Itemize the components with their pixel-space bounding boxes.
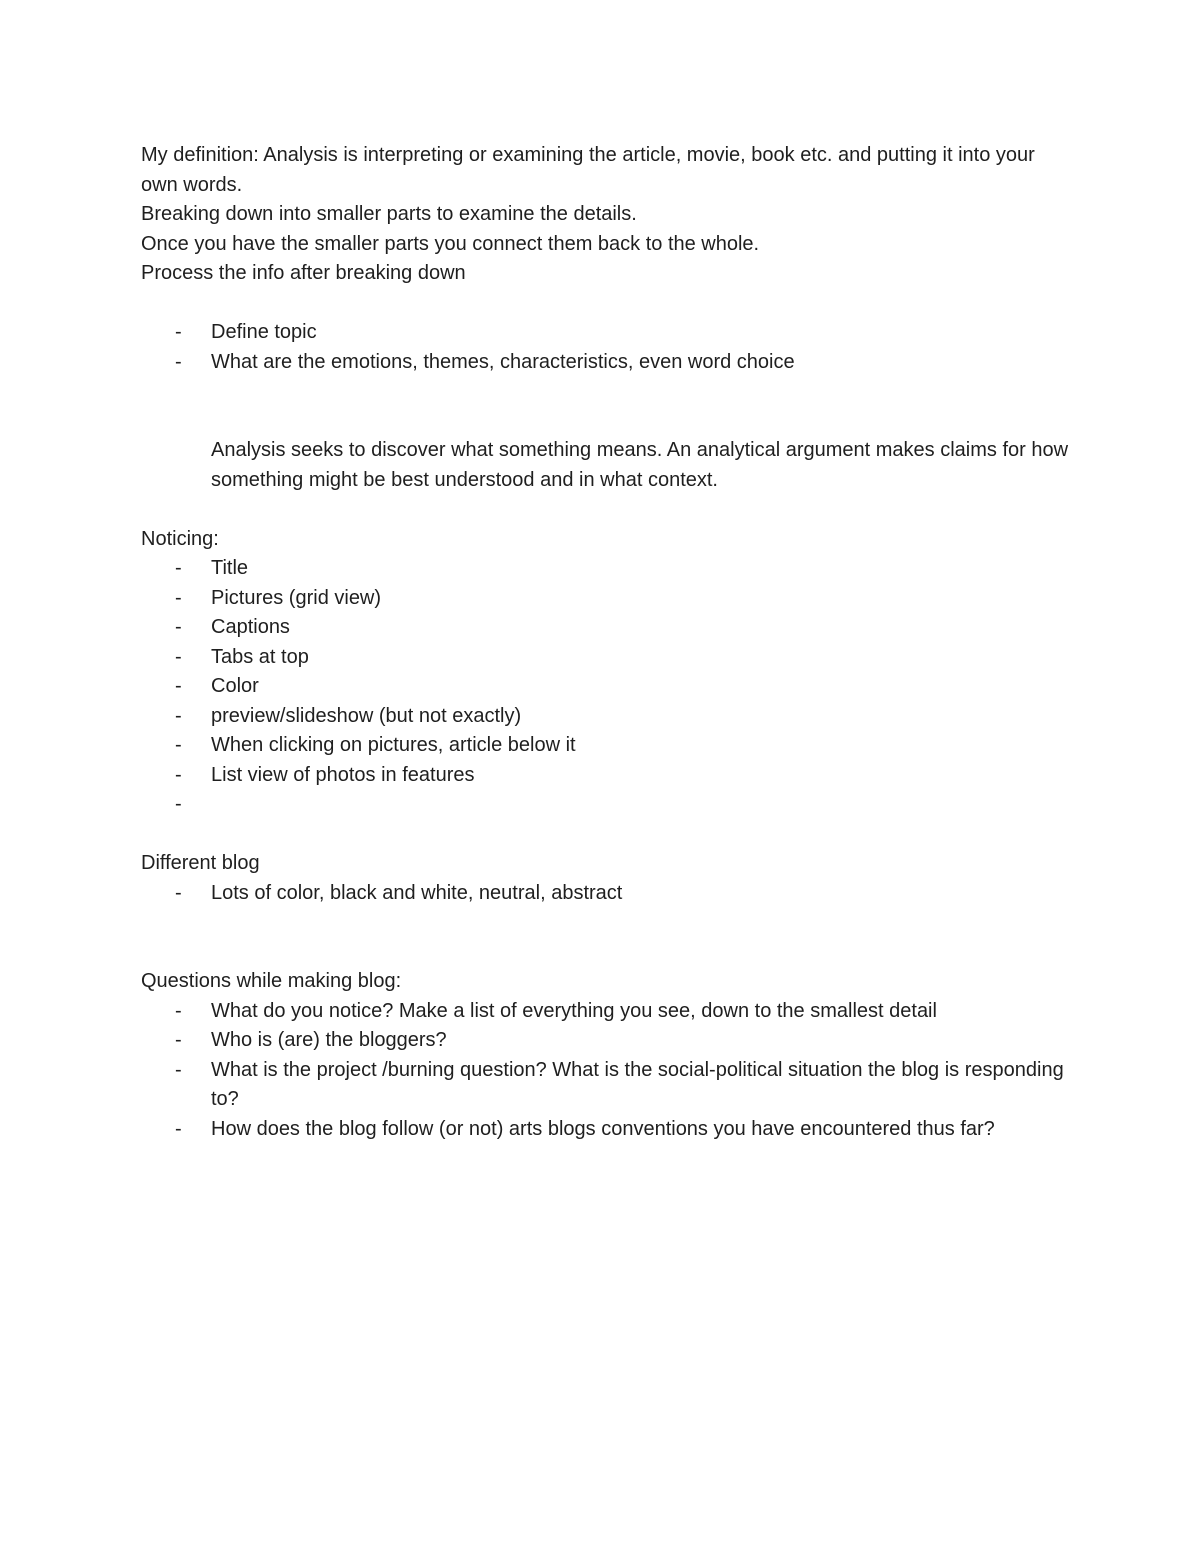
list-item: - preview/slideshow (but not exactly) <box>141 702 1071 732</box>
blank-line <box>141 495 1071 525</box>
blank-line <box>141 407 1071 437</box>
connect-back-line: Once you have the smaller parts you connect them back to the whole. <box>141 232 760 255</box>
dash-bullet: - <box>175 616 182 638</box>
dash-bullet: - <box>175 734 182 756</box>
document-body <box>141 141 1071 1144</box>
dash-bullet: - <box>175 1117 182 1140</box>
blank-line <box>141 908 1071 938</box>
dash-bullet: - <box>175 645 182 668</box>
different-blog-heading: Different blog <box>141 852 260 874</box>
noticing-heading: Noticing: <box>141 527 219 550</box>
dash-bullet: - <box>175 704 182 727</box>
list-item: - List view of photos in features <box>141 761 1071 791</box>
list-item: - Color <box>141 672 1071 702</box>
dash-bullet: - <box>175 1058 182 1081</box>
blank-line <box>141 377 1071 407</box>
dash-bullet: - <box>175 999 182 1022</box>
dash-bullet: - <box>175 557 182 579</box>
blank-line <box>141 289 1071 319</box>
dash-bullet: - <box>175 1029 182 1051</box>
dash-bullet: - <box>175 321 182 343</box>
list-item: - What is the project /burning question? What is the social-political situation the blog is responding to? <box>141 1056 1071 1115</box>
list-item: - What do you notice? Make a list of everything you see, down to the smallest detail <box>141 997 1071 1027</box>
blank-line <box>141 820 1071 850</box>
definition-paragraph: My definition: Analysis is interpreting or examining the article, movie, book etc. and putting it into your own words. <box>141 144 1035 196</box>
list-item: - Captions <box>141 613 1071 643</box>
analysis-quote: Analysis seeks to discover what something means. An analytical argument makes claims for how something might be best understood and in what context. <box>211 439 1069 491</box>
blank-line <box>141 938 1071 968</box>
list-item: - What are the emotions, themes, characteristics, even word choice <box>141 348 1071 378</box>
list-item: - Tabs at top <box>141 643 1071 673</box>
process-info-line: Process the info after breaking down <box>141 262 466 284</box>
list-item: - Define topic <box>141 318 1071 348</box>
dash-bullet: - <box>175 793 182 815</box>
different-blog-list <box>141 879 1071 909</box>
dash-bullet: - <box>175 881 182 904</box>
dash-bullet: - <box>175 350 182 373</box>
noticing-list <box>141 554 1071 820</box>
list-item: - Title <box>141 554 1071 584</box>
dash-bullet: - <box>175 675 182 697</box>
list-item: - Who is (are) the bloggers? <box>141 1026 1071 1056</box>
dash-bullet: - <box>175 586 182 609</box>
list-item: - How does the blog follow (or not) arts blogs conventions you have encountered thus far? <box>141 1115 1071 1145</box>
list-item: - Pictures (grid view) <box>141 584 1071 614</box>
list-item-empty <box>141 790 1071 820</box>
questions-list <box>141 997 1071 1145</box>
dash-bullet: - <box>175 763 182 786</box>
list-item: - Lots of color, black and white, neutral, abstract <box>141 879 1071 909</box>
questions-heading: Questions while making blog: <box>141 970 402 992</box>
definition-bullet-list <box>141 318 1071 377</box>
list-item: - When clicking on pictures, article below it <box>141 731 1071 761</box>
breaking-down-line: Breaking down into smaller parts to examine the details. <box>141 203 637 225</box>
